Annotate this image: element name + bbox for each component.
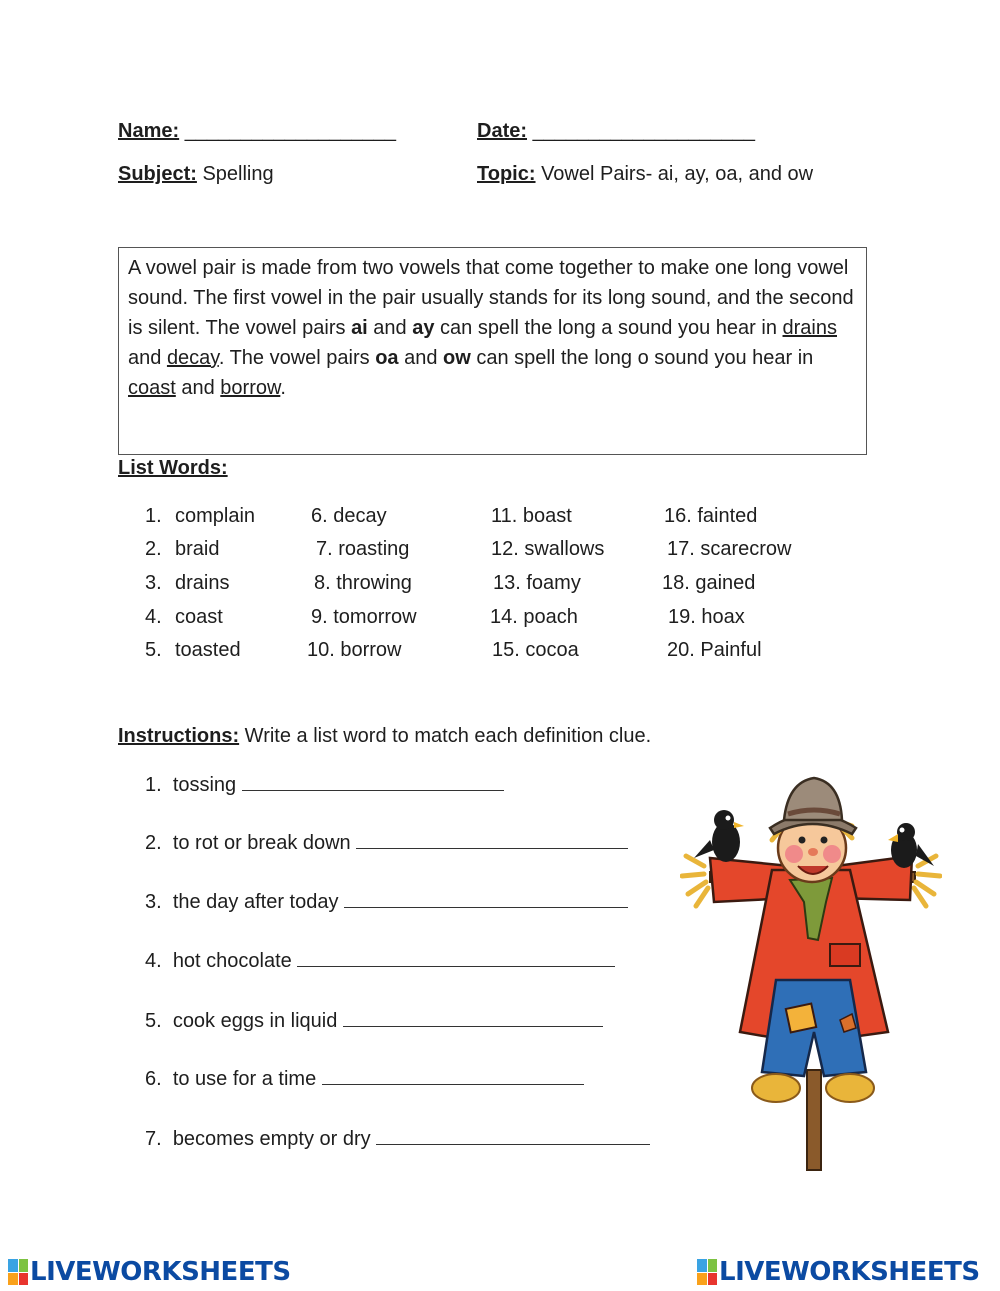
info-underline-borrow: borrow	[220, 377, 281, 399]
word-number: 4.	[145, 606, 162, 628]
answer-blank-3[interactable]	[344, 890, 628, 908]
brand-left	[8, 1257, 291, 1287]
clue-text: to use for a time	[172, 1068, 317, 1090]
clue-text: the day after today	[172, 891, 339, 913]
word-scarecrow: 17. scarecrow	[667, 538, 792, 560]
scarecrow-image	[680, 770, 942, 1175]
info-text: can spell the long a sound you hear in	[434, 317, 783, 339]
info-box	[118, 247, 867, 455]
name-field	[118, 120, 396, 143]
instructions-label: Instructions:	[118, 725, 240, 747]
info-text: and	[398, 347, 444, 369]
word-gained: 18. gained	[662, 572, 756, 594]
clue-6	[145, 1067, 584, 1091]
word-decay: 6. decay	[311, 505, 387, 527]
date-field	[477, 120, 755, 143]
clue-text: cook eggs in liquid	[172, 1010, 338, 1032]
answer-blank-7[interactable]	[376, 1127, 650, 1145]
answer-blank-5[interactable]	[343, 1009, 603, 1027]
clue-number: 7.	[145, 1128, 162, 1150]
info-text: and	[367, 317, 413, 339]
word-fainted: 16. fainted	[664, 505, 758, 527]
word-poach: 14. poach	[490, 606, 578, 628]
info-bold-ow: ow	[443, 347, 471, 369]
info-underline-drains: drains	[782, 317, 837, 339]
info-bold-ai: ai	[351, 317, 368, 339]
answer-blank-6[interactable]	[322, 1067, 584, 1085]
liveworksheets-logo-icon	[697, 1259, 717, 1285]
answer-blank-1[interactable]	[242, 773, 504, 791]
topic-value: Vowel Pairs- ai, ay, oa, and ow	[535, 163, 814, 185]
word-tomorrow: 9. tomorrow	[311, 606, 417, 628]
word-painful: 20. Painful	[667, 639, 762, 661]
word-throwing: 8. throwing	[314, 572, 412, 594]
word-braid: braid	[175, 538, 220, 560]
clue-4	[145, 949, 615, 973]
instructions-line	[118, 725, 651, 748]
word-toasted: toasted	[175, 639, 241, 661]
topic-line	[477, 163, 813, 186]
subject-label: Subject:	[118, 163, 197, 185]
answer-blank-2[interactable]	[356, 831, 628, 849]
list-words-title: List Words:	[118, 457, 228, 479]
clue-text: hot chocolate	[172, 950, 292, 972]
subject-line	[118, 163, 274, 186]
word-cocoa: 15. cocoa	[492, 639, 579, 661]
word-swallows: 12. swallows	[491, 538, 605, 560]
brand-name: LIVEWORKSHEETS	[30, 1257, 291, 1287]
word-number: 1.	[145, 505, 162, 527]
word-number: 5.	[145, 639, 162, 661]
info-underline-coast: coast	[128, 377, 176, 399]
word-complain: complain	[175, 505, 256, 527]
clue-number: 2.	[145, 832, 162, 854]
name-blank: ___________________	[184, 120, 397, 142]
clue-2	[145, 831, 628, 855]
info-underline-decay: decay	[166, 347, 219, 369]
brand-name: LIVEWORKSHEETS	[719, 1257, 980, 1287]
word-boast: 11. boast	[491, 505, 572, 527]
date-label: Date:	[477, 120, 528, 142]
word-hoax: 19. hoax	[668, 606, 745, 628]
info-text: can spell the long o sound you hear in	[470, 347, 814, 369]
word-roasting: 7. roasting	[316, 538, 410, 560]
info-text: . The vowel pairs	[218, 347, 376, 369]
date-blank: ____________________	[532, 120, 756, 142]
info-text: .	[280, 377, 286, 399]
clue-3	[145, 890, 628, 914]
clue-text: tossing	[172, 774, 237, 796]
clue-7	[145, 1127, 650, 1151]
instructions-text: Write a list word to match each definition clue.	[239, 725, 652, 747]
word-borrow: 10. borrow	[307, 639, 402, 661]
clue-number: 3.	[145, 891, 162, 913]
info-bold-oa: oa	[375, 347, 399, 369]
clue-number: 1.	[145, 774, 162, 796]
info-text: and	[175, 377, 221, 399]
subject-value: Spelling	[196, 163, 274, 185]
word-foamy: 13. foamy	[493, 572, 581, 594]
clue-text: becomes empty or dry	[172, 1128, 371, 1150]
topic-label: Topic:	[477, 163, 536, 185]
word-number: 3.	[145, 572, 162, 594]
info-paragraph	[128, 253, 857, 403]
brand-right	[697, 1257, 980, 1287]
liveworksheets-logo-icon	[8, 1259, 28, 1285]
answer-blank-4[interactable]	[297, 949, 615, 967]
clue-number: 6.	[145, 1068, 162, 1090]
clue-text: to rot or break down	[172, 832, 351, 854]
word-drains: drains	[175, 572, 230, 594]
info-text: and	[128, 347, 167, 369]
word-coast: coast	[175, 606, 223, 628]
clue-number: 5.	[145, 1010, 162, 1032]
info-text: A vowel pair is made from two vowels that come together to make one long vowel sound. The first vowel in the pair usually stands for its long sound, and the second is silent. The vowel pairs	[128, 257, 854, 339]
name-label: Name:	[118, 120, 180, 142]
clue-1	[145, 773, 504, 797]
clue-number: 4.	[145, 950, 162, 972]
clue-5	[145, 1009, 603, 1033]
info-bold-ay: ay	[412, 317, 435, 339]
word-number: 2.	[145, 538, 162, 560]
